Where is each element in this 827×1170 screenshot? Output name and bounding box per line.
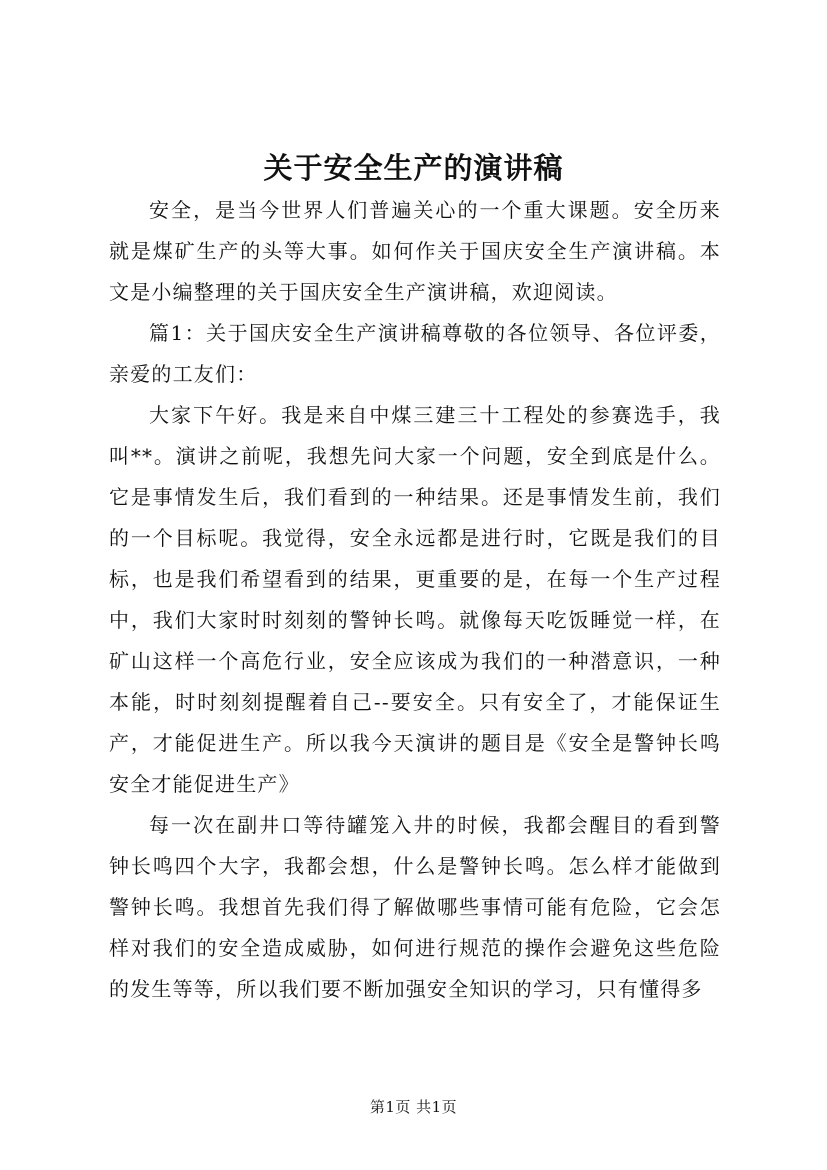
paragraph-speech-2: 每一次在副井口等待罐笼入井的时候，我都会醒目的看到警钟长鸣四个大字，我都会想，什么是警钟长鸣。怎么样才能做到警钟长鸣。我想首先我们得了解做哪些事情可能有危险，它会怎样对我们的安全造成威胁，如何进行规范的操作会避免这些危险的发生等等，所以我们要不断加强安全知识的学习，只有懂得多 bbox=[109, 813, 721, 1001]
document-title: 关于安全生产的演讲稿 bbox=[263, 151, 564, 185]
paragraph-intro: 安全，是当今世界人们普遍关心的一个重大课题。安全历来就是煤矿生产的头等大事。如何作关于国庆安全生产演讲稿。本文是小编整理的关于国庆安全生产演讲稿，欢迎阅读。 bbox=[109, 198, 721, 304]
document-body bbox=[109, 190, 721, 1010]
paragraph-speech-1: 大家下午好。我是来自中煤三建三十工程处的参赛选手，我叫**。演讲之前呢，我想先问大家一个问题，安全到底是什么。它是事情发生后，我们看到的一种结果。还是事情发生前，我们的一个目标呢。我觉得，安全永远都是进行时，它既是我们的目标，也是我们希望看到的结果，更重要的是，在每一个生产过程中，我们大家时时刻刻的警钟长鸣。就像每天吃饭睡觉一样，在矿山这样一个高危行业，安全应该成为我们的一种潜意识，一种本能，时时刻刻提醒着自己--要安全。只有安全了，才能保证生产，才能促进生产。所以我今天演讲的题目是《安全是警钟长鸣安全才能促进生产》 bbox=[109, 403, 721, 796]
paragraph-heading: 篇1：关于国庆安全生产演讲稿尊敬的各位领导、各位评委，亲爱的工友们： bbox=[109, 321, 721, 386]
page-footer: 第1页 共1页 bbox=[369, 1098, 458, 1116]
